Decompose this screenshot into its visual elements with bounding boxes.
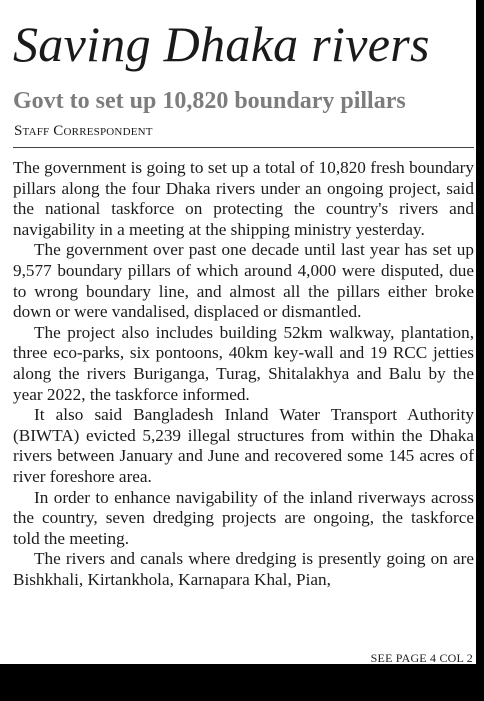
scan-border — [0, 664, 484, 701]
headline: Saving Dhaka rivers — [13, 16, 430, 72]
paragraph: The government over past one decade until last year has set up 9,577 boundary pillars of which around 4,000 were disputed, due to wrong boundary line, and almost all the pillars either broke down or were vandalised, displaced or dismantled. — [13, 240, 474, 322]
byline-divider — [13, 147, 474, 148]
paragraph: In order to enhance navigability of the inland riverways across the country, seven dredging projects are ongoing, the taskforce told the meeting. — [13, 487, 474, 548]
scan-edge — [476, 0, 484, 664]
continuation-reference: SEE PAGE 4 COL 2 — [370, 651, 473, 664]
paragraph: It also said Bangladesh Inland Water Transport Authority (BIWTA) evicted 5,239 illegal structures from within the Dhaka rivers between January and June and recovered some 145 acres of river foreshore area. — [13, 405, 474, 486]
subheadline: Govt to set up 10,820 boundary pillars — [13, 88, 406, 114]
paragraph: The rivers and canals where dredging is presently going on are Bishkhali, Kirtankhola, Karnapara Khal, Pian, — [13, 549, 474, 589]
byline: Staff Correspondent — [14, 123, 153, 139]
paragraph: The government is going to set up a total of 10,820 fresh boundary pillars along the four Dhaka rivers under an ongoing project, said the national taskforce on protecting the country's rivers and navigability in a meeting at the shipping ministry yesterday. — [13, 158, 474, 239]
paragraph: The project also includes building 52km walkway, plantation, three eco-parks, six pontoons, 40km key-wall and 19 RCC jetties along the rivers Buriganga, Turag, Shitalakhya and Balu by the year 2022, the taskforce informed. — [13, 322, 474, 404]
article-body — [13, 158, 474, 590]
